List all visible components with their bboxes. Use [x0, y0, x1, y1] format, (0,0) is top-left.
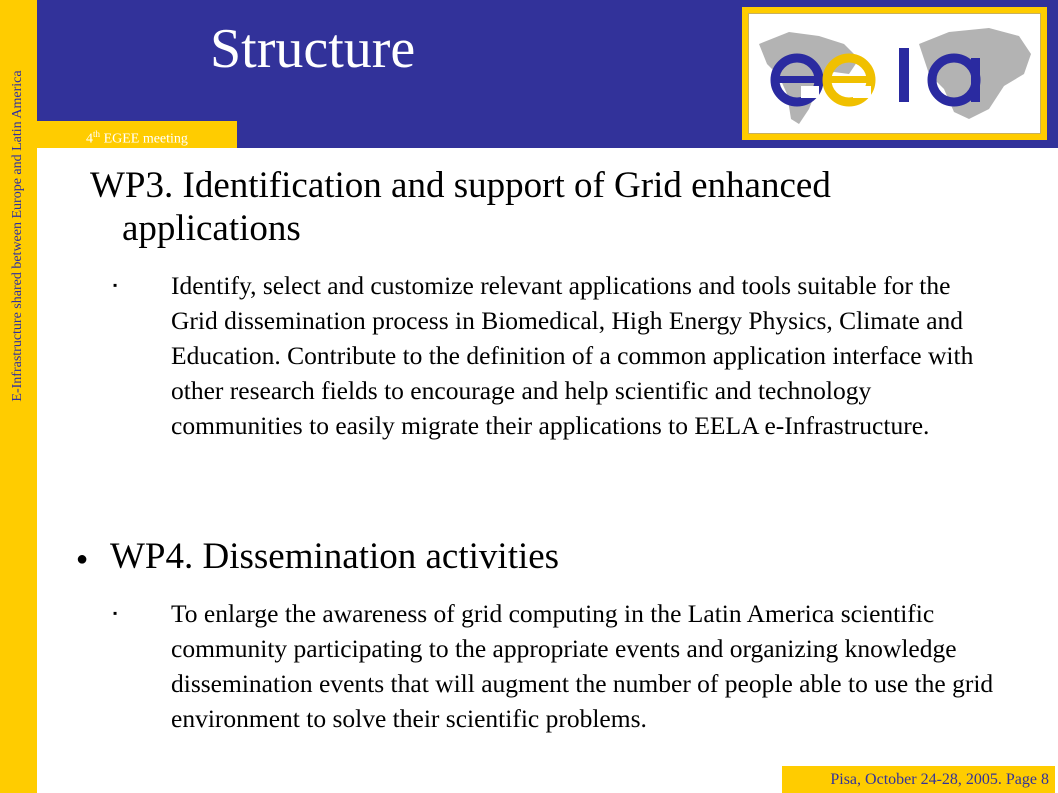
wp3-heading	[90, 164, 990, 250]
eela-logo	[742, 7, 1047, 140]
footer-label: Pisa, October 24-28, 2005. Page 8	[782, 766, 1055, 793]
wp4-heading	[76, 535, 559, 581]
eela-logo-icon	[749, 14, 1040, 133]
wp3-subitem-text: Identify, select and customize relevant applications and tools suitable for the Grid dissemination process in Biomedical, High Energy Physics, Climate and Education. Contribute to the definition of a common application interface with other research fields to encourage and help scientific and technology communities to easily migrate their applications to EELA e-Infrastructure.	[171, 271, 974, 440]
side-strip-text: E-Infrastructure shared between Europe and Latin America	[10, 70, 25, 402]
eela-logo-inner	[748, 13, 1041, 134]
side-strip	[0, 0, 37, 793]
wp4-subitem	[113, 596, 1000, 736]
wp3-subitem	[113, 268, 1000, 443]
square-bullet-icon: ▪	[113, 606, 118, 620]
meeting-text: EGEE meeting	[103, 131, 188, 147]
wp4-heading-text: WP4. Dissemination activities	[110, 536, 560, 577]
meeting-ordinal: th	[93, 129, 101, 139]
meeting-label	[37, 121, 237, 148]
slide-title: Structure	[210, 18, 416, 80]
wp4-subitem-text: To enlarge the awareness of grid computing in the Latin America scientific community participating to the appropriate events and organizing knowledge dissemination events that will augment the number of people able to use the grid environment to solve their scientific problems.	[171, 599, 994, 733]
meeting-number: 4	[86, 131, 94, 147]
square-bullet-icon: ▪	[113, 278, 118, 292]
round-bullet-icon: ●	[76, 548, 89, 571]
wp3-heading-line1: WP3. Identification and support of Grid enhanced	[90, 165, 831, 206]
wp3-heading-line2: applications	[122, 208, 301, 249]
